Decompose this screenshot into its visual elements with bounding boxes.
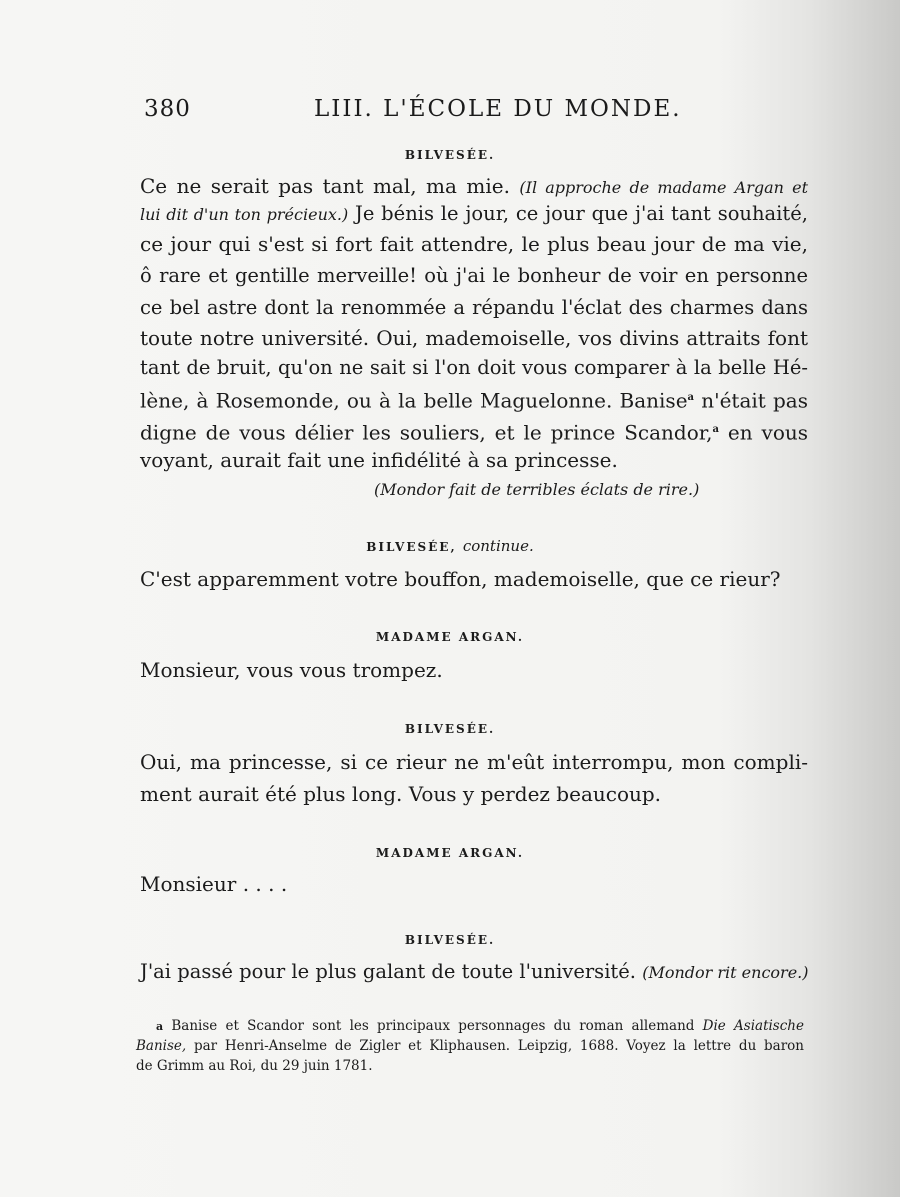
text-line: tant de bruit, qu'on ne sait si l'on doit vous comparer à la belle Hé- (140, 356, 808, 379)
text-line: Monsieur, vous vous trompez. (140, 658, 443, 682)
text-line: toute notre université. Oui, mademoiselle, vos divins attraits font (140, 326, 808, 350)
footnote-mark: a (687, 392, 695, 403)
text-line: lui dit d'un ton précieux.) Je bénis le jour, ce jour que j'ai tant souhaité, (140, 202, 808, 225)
text-line: voyant, aurait fait une infidélité à sa princesse. (140, 448, 618, 472)
text-line: ce bel astre dont la renommée a répandu l'éclat des charmes dans (140, 296, 808, 319)
text-line: Ce ne serait pas tant mal, ma mie. (Il approche de madame Argan et (140, 174, 808, 198)
footnote-line: Banise, par Henri-Anselme de Zigler et Kliphausen. Leipzig, 1688. Voyez la lettre du baron (136, 1038, 805, 1054)
page-header (144, 96, 804, 126)
speaker-label: BILVESÉE. (404, 148, 496, 162)
speaker-label: BILVESÉE. (404, 933, 496, 947)
text-line: J'ai passé pour le plus galant de toute l'université. (Mondor rit encore.) (140, 960, 809, 983)
stage-direction: (Mondor rit encore.) (642, 963, 809, 982)
text-line: lène, à Rosemonde, ou à la belle Maguelonne. Banise$^a$ n'était pas (140, 388, 808, 413)
footnote-mark: a (156, 1020, 164, 1033)
text-line: Monsieur . . . . (140, 872, 288, 896)
text-line: ce jour qui s'est si fort fait attendre, le plus beau jour de ma vie, (140, 232, 808, 256)
footnote-mark: a (712, 424, 719, 435)
speaker-label: BILVESÉE, continue. (366, 537, 534, 555)
footnote-line: de Grimm au Roi, du 29 juin 1781. (136, 1058, 373, 1074)
page-number: 380 (144, 96, 191, 122)
text-line: Oui, ma princesse, si ce rieur ne m'eût interrompu, mon compli- (140, 750, 808, 774)
footnote-line: a Banise et Scandor sont les principaux personnages du roman allemand Die Asiatische (136, 1016, 804, 1037)
speaker-label: BILVESÉE. (404, 722, 496, 736)
text-line: ment aurait été plus long. Vous y perdez beaucoup. (140, 782, 662, 806)
stage-direction: (Mondor fait de terribles éclats de rire.) (374, 480, 700, 499)
text-line: ô rare et gentille merveille! où j'ai le bonheur de voir en personne (140, 264, 808, 287)
text-line: C'est apparemment votre bouffon, mademoiselle, que ce rieur? (140, 567, 781, 591)
text-line: digne de vous délier les souliers, et le prince Scandor,$^a$ en vous (140, 420, 809, 445)
speaker-label: MADAME ARGAN. (375, 846, 525, 860)
speaker-label: MADAME ARGAN. (375, 630, 525, 644)
running-title: LIII. L'ÉCOLE DU MONDE. (314, 96, 682, 122)
